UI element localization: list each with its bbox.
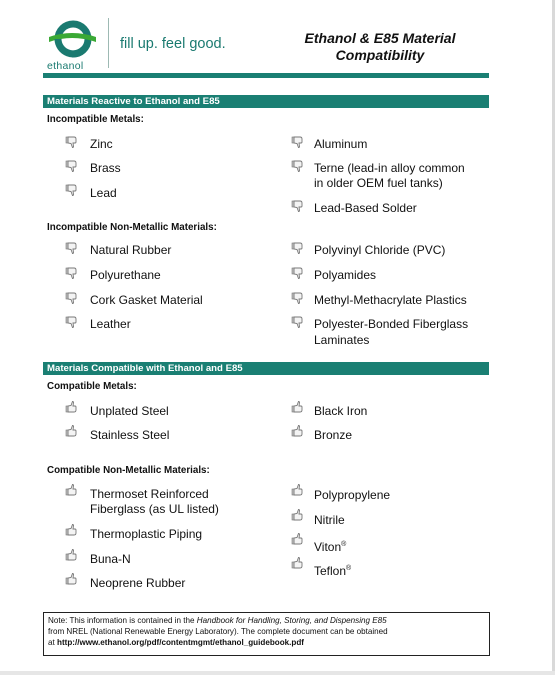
- registered-mark: ®: [346, 565, 352, 572]
- ethanol-logo-mark: [44, 15, 100, 61]
- title-line-1: Ethanol & E85 Material: [304, 30, 456, 46]
- thumbs-up-icon: [65, 424, 79, 438]
- item-text: Teflon: [314, 564, 347, 578]
- list-item: Lead-Based Solder: [314, 201, 417, 215]
- list-item: Polyamides: [314, 268, 377, 282]
- incompatible-nonmetals-heading: Incompatible Non-Metallic Materials:: [47, 222, 217, 233]
- note-line-1: [48, 615, 485, 626]
- note-url[interactable]: http://www.ethanol.org/pdf/contentmgmt/ethanol_guidebook.pdf: [57, 638, 304, 647]
- thumbs-down-icon: [291, 199, 305, 213]
- note-book-title: Handbook for Handling, Storing, and Dispensing E85: [196, 616, 387, 625]
- thumbs-down-icon: [291, 266, 305, 280]
- list-item: Lead: [90, 186, 117, 200]
- thumbs-down-icon: [65, 241, 79, 255]
- item-text: Viton: [314, 540, 342, 554]
- header-divider: [108, 18, 109, 68]
- source-note: [43, 612, 490, 656]
- list-item: Leather: [90, 317, 131, 331]
- list-item: Polyvinyl Chloride (PVC): [314, 243, 446, 257]
- logo-wordmark: ethanol: [47, 60, 84, 72]
- note-line-3: [48, 637, 485, 648]
- list-item: Terne (lead-in alloy common: [314, 161, 465, 175]
- page-edge-bottom: [0, 671, 555, 675]
- list-item: Stainless Steel: [90, 428, 170, 442]
- list-item: Cork Gasket Material: [90, 293, 203, 307]
- compatible-metals-heading: Compatible Metals:: [47, 381, 137, 392]
- thumbs-down-icon: [65, 135, 79, 149]
- list-item: Aluminum: [314, 137, 368, 151]
- thumbs-down-icon: [291, 241, 305, 255]
- title-rule: [43, 73, 489, 78]
- thumbs-down-icon: [291, 135, 305, 149]
- list-item: Polyester-Bonded Fiberglass: [314, 317, 469, 331]
- thumbs-up-icon: [291, 424, 305, 438]
- list-item-continuation: Laminates: [314, 333, 370, 347]
- list-item: Unplated Steel: [90, 404, 169, 418]
- list-item: Polyurethane: [90, 268, 161, 282]
- thumbs-up-icon: [65, 483, 79, 497]
- list-item: Natural Rubber: [90, 243, 172, 257]
- list-item-continuation: in older OEM fuel tanks): [314, 176, 443, 190]
- note-line-2: from NREL (National Renewable Energy Laboratory). The complete document can be obtained: [48, 627, 388, 636]
- thumbs-down-icon: [291, 291, 305, 305]
- list-item: Nitrile: [314, 513, 345, 527]
- list-item-continuation: Fiberglass (as UL listed): [90, 502, 219, 516]
- list-item: Thermoplastic Piping: [90, 527, 203, 541]
- thumbs-down-icon: [65, 291, 79, 305]
- tagline: fill up. feel good.: [120, 36, 226, 52]
- section-reactive-heading: Materials Reactive to Ethanol and E85: [43, 95, 489, 108]
- list-item: Black Iron: [314, 404, 368, 418]
- thumbs-down-icon: [291, 159, 305, 173]
- note-line3-prefix: at: [48, 638, 57, 647]
- thumbs-down-icon: [65, 266, 79, 280]
- list-item: Neoprene Rubber: [90, 576, 186, 590]
- list-item: [314, 537, 346, 555]
- thumbs-up-icon: [65, 572, 79, 586]
- thumbs-up-icon: [291, 508, 305, 522]
- list-item: [314, 561, 351, 579]
- thumbs-up-icon: [65, 400, 79, 414]
- list-item: Methyl-Methacrylate Plastics: [314, 293, 467, 307]
- thumbs-up-icon: [65, 523, 79, 537]
- list-item: Polypropylene: [314, 488, 391, 502]
- registered-mark: ®: [341, 541, 347, 548]
- thumbs-down-icon: [65, 159, 79, 173]
- list-item: Zinc: [90, 137, 113, 151]
- document-title: [280, 30, 480, 64]
- thumbs-down-icon: [65, 183, 79, 197]
- thumbs-up-icon: [291, 532, 305, 546]
- title-line-2: Compatibility: [335, 47, 425, 63]
- thumbs-down-icon: [65, 315, 79, 329]
- list-item: Bronze: [314, 428, 353, 442]
- list-item: Thermoset Reinforced: [90, 487, 209, 501]
- list-item: Brass: [90, 161, 121, 175]
- thumbs-up-icon: [65, 548, 79, 562]
- thumbs-up-icon: [291, 556, 305, 570]
- section-compatible-heading: Materials Compatible with Ethanol and E85: [43, 362, 489, 375]
- incompatible-metals-heading: Incompatible Metals:: [47, 114, 144, 125]
- list-item: Buna-N: [90, 552, 131, 566]
- thumbs-down-icon: [291, 315, 305, 329]
- compatible-nonmetals-heading: Compatible Non-Metallic Materials:: [47, 465, 210, 476]
- note-prefix: Note: This information is contained in the: [48, 616, 197, 625]
- thumbs-up-icon: [291, 483, 305, 497]
- thumbs-up-icon: [291, 400, 305, 414]
